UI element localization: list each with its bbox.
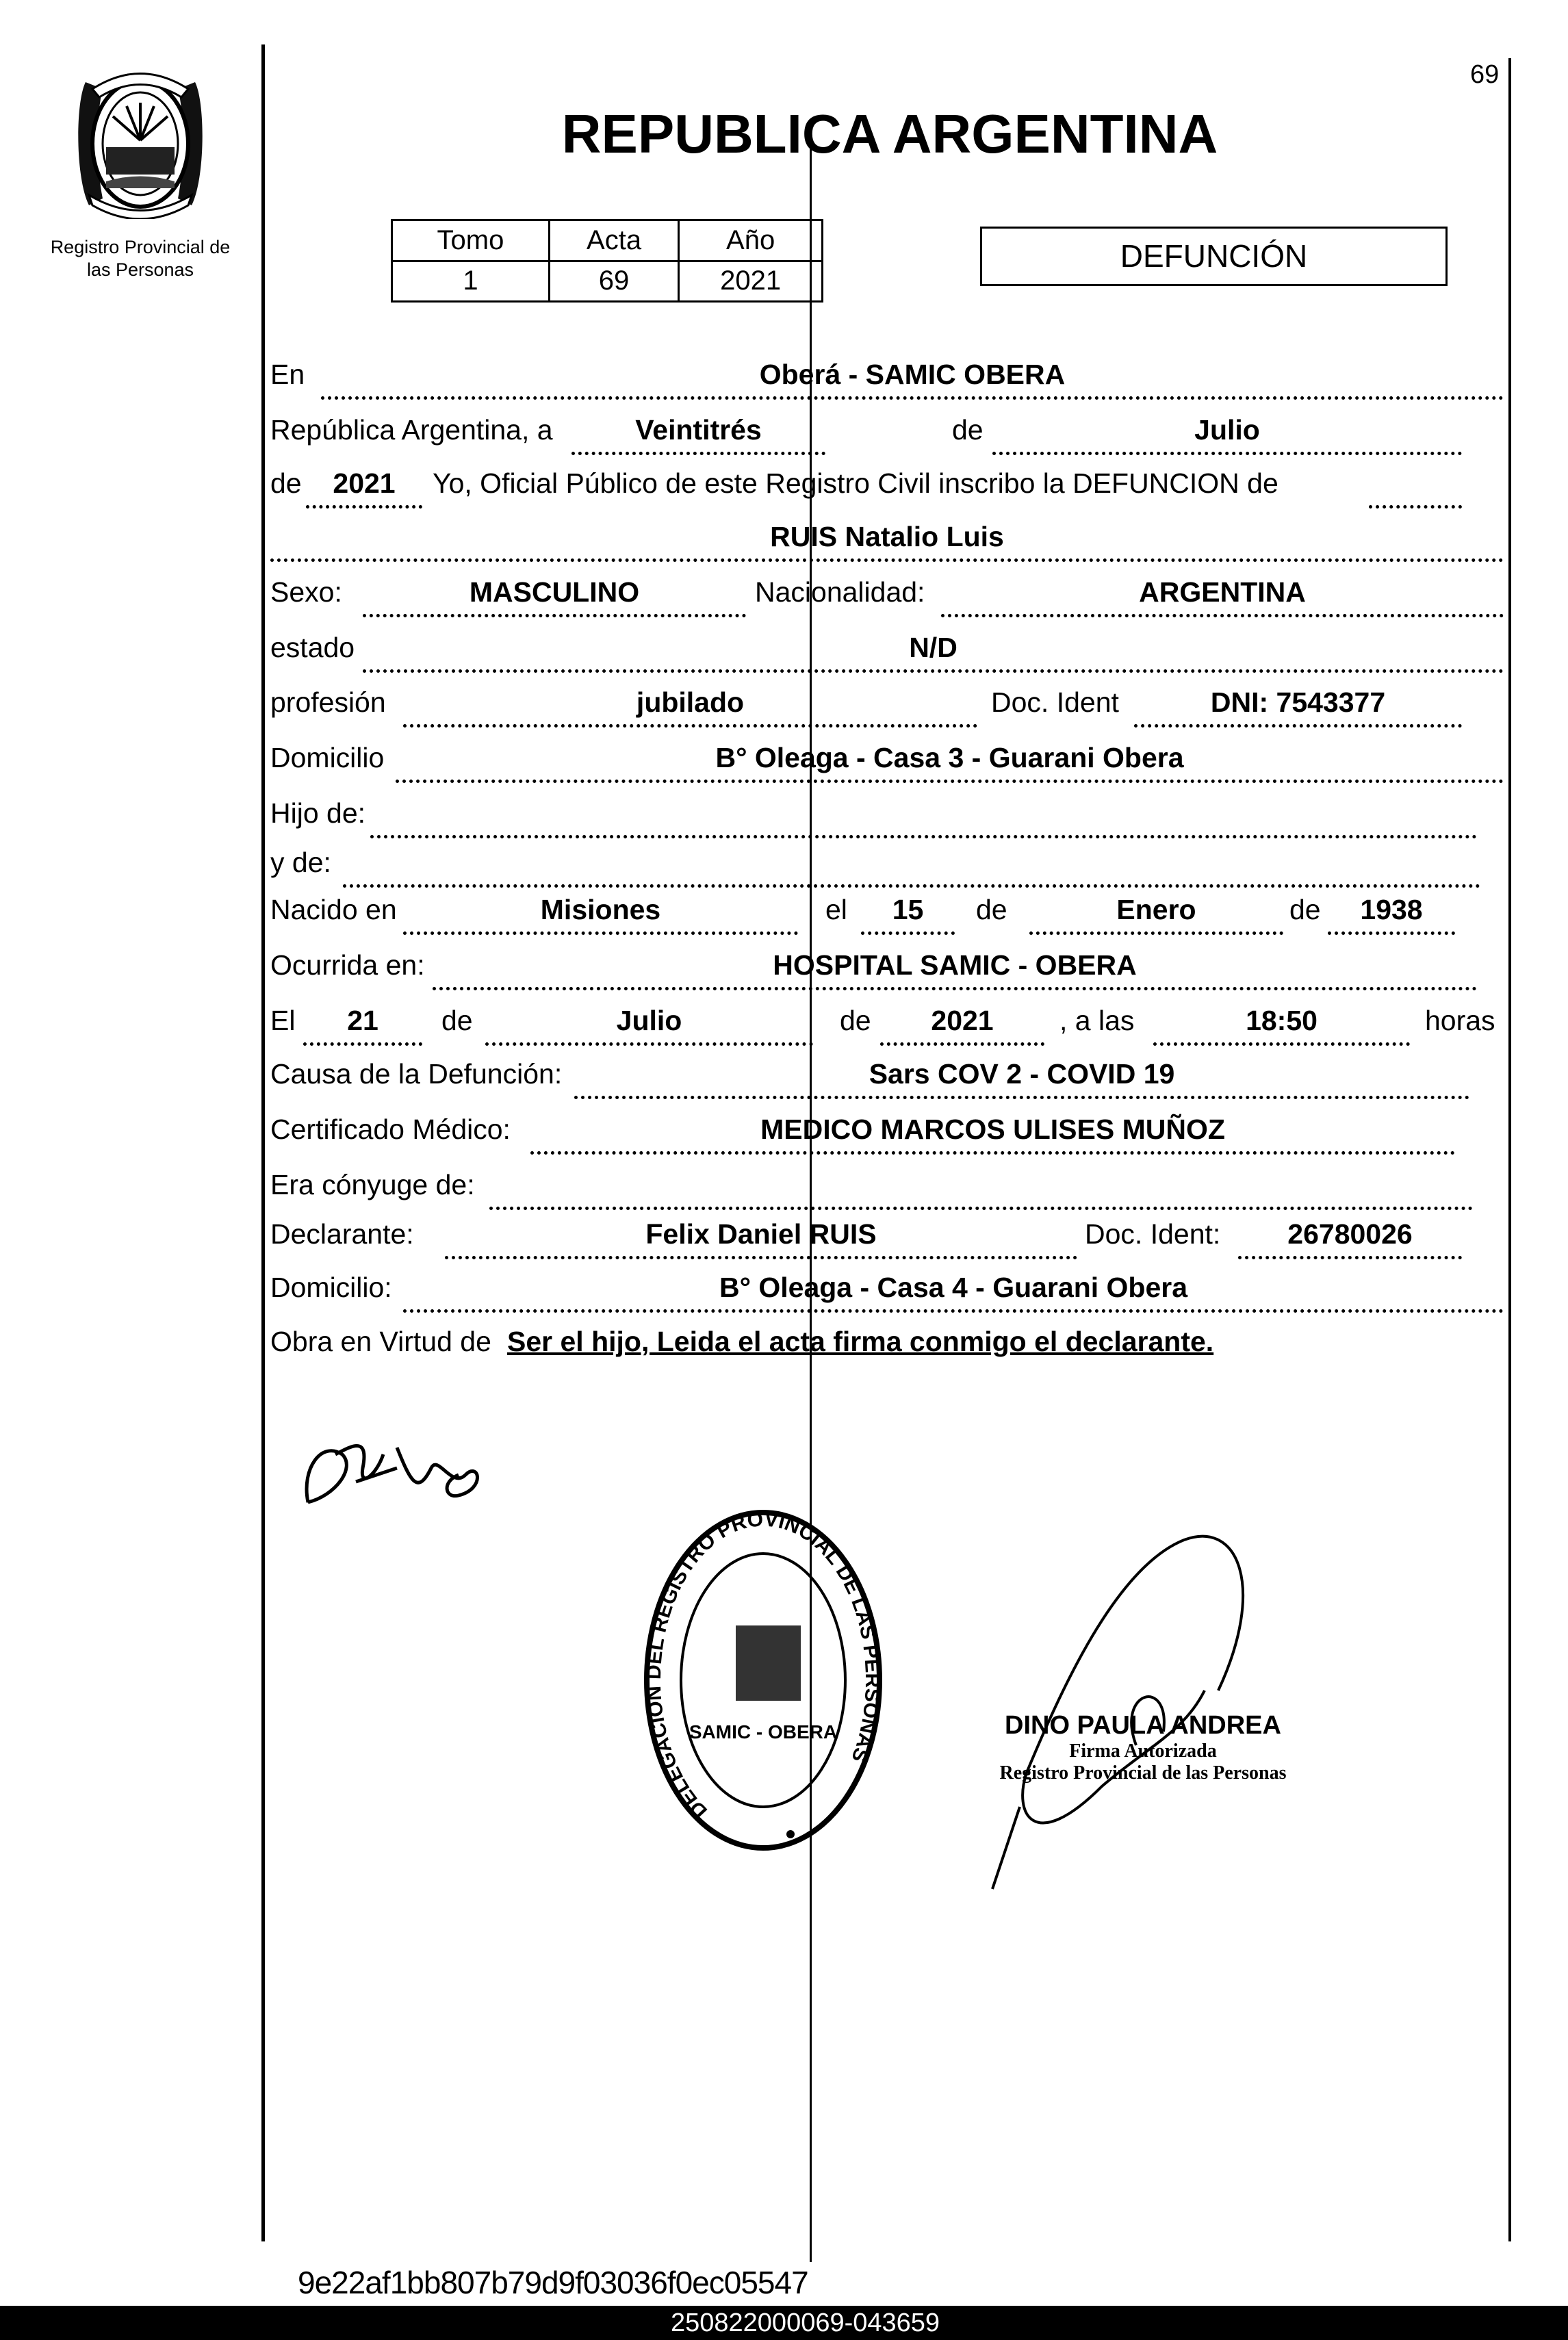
value-acta: 69 <box>549 261 678 302</box>
official-role: Firma Autorizada <box>1069 1740 1217 1762</box>
record-table <box>391 219 823 303</box>
label-conyuge: Era cónyuge de: <box>270 1169 475 1200</box>
label-certificado: Certificado Médico: <box>270 1114 511 1145</box>
registry-line-1: Registro Provincial de <box>50 237 231 257</box>
field-place: Oberá - SAMIC OBERA <box>321 355 1504 400</box>
label-y-de: y de: <box>270 847 331 878</box>
field-day: Veintitrés <box>571 411 825 455</box>
page-number: 69 <box>1470 60 1500 89</box>
label-estado: estado <box>270 632 355 663</box>
label-ocurrida-en: Ocurrida en: <box>270 949 425 981</box>
field-spouse <box>489 1166 1473 1210</box>
label-de: de <box>1289 894 1321 925</box>
document-hash: 9e22af1bb807b79d9f03036f0ec05547 <box>298 2265 808 2300</box>
label-a-las: , a las <box>1059 1005 1135 1036</box>
row-death-date <box>0 1001 1568 1044</box>
official-seal-stamp <box>640 1509 886 1865</box>
label-domicilio: Domicilio: <box>270 1272 392 1303</box>
registry-line-2: las Personas <box>86 259 194 280</box>
field-declarant: Felix Daniel RUIS <box>445 1215 1077 1259</box>
row-occurred <box>0 946 1568 988</box>
row-cause <box>0 1055 1568 1097</box>
field-birth-day: 15 <box>861 890 955 935</box>
field-civil-status: N/D <box>363 628 1504 673</box>
field-birthplace: Misiones <box>403 890 798 935</box>
row-birth <box>0 890 1568 933</box>
official-signature-block <box>972 1711 1314 1784</box>
header-acta: Acta <box>549 220 678 261</box>
field-death-day: 21 <box>303 1001 422 1046</box>
row-address <box>0 738 1568 781</box>
label-de: de <box>441 1005 473 1036</box>
field-death-place: HOSPITAL SAMIC - OBERA <box>433 946 1477 990</box>
label-en: En <box>270 359 305 390</box>
row-civil-status <box>0 628 1568 671</box>
registry-name <box>27 236 253 281</box>
page-title: REPUBLICA ARGENTINA <box>561 103 1218 164</box>
label-de: de <box>840 1005 871 1036</box>
label-horas: horas <box>1425 1005 1495 1036</box>
field-month: Julio <box>992 411 1462 455</box>
label-nacionalidad: Nacionalidad: <box>755 576 925 608</box>
row-spouse <box>0 1166 1568 1208</box>
field-death-month: Julio <box>485 1001 813 1046</box>
header-anio: Año <box>679 220 823 261</box>
field-certificate: MEDICO MARCOS ULISES MUÑOZ <box>530 1110 1455 1155</box>
footer-bar <box>0 2306 1568 2340</box>
label-yo-oficial: Yo, Oficial Público de este Registro Civil inscribo la DEFUNCION de <box>433 467 1278 499</box>
row-declarant-address <box>0 1268 1568 1311</box>
row-mother <box>0 843 1568 886</box>
label-sexo: Sexo: <box>270 576 342 608</box>
label-obra: Obra en Virtud de <box>270 1326 491 1357</box>
value-anio: 2021 <box>679 261 823 302</box>
row-deceased <box>0 517 1568 560</box>
field-profession: jubilado <box>403 683 977 728</box>
row-declarant <box>0 1215 1568 1257</box>
row-sex <box>0 573 1568 615</box>
field-declarant-doc: 26780026 <box>1238 1215 1462 1259</box>
row-inscription-date <box>0 411 1568 453</box>
field-address: B° Oleaga - Casa 3 - Guarani Obera <box>396 738 1504 783</box>
label-declarante: Declarante: <box>270 1218 414 1250</box>
field-nationality: ARGENTINA <box>941 573 1504 617</box>
label-doc-ident: Doc. Ident <box>991 686 1119 718</box>
misiones-coat-of-arms-logo <box>72 62 209 219</box>
seal-inner-text: SAMIC - OBERA <box>689 1721 838 1743</box>
label-de: de <box>270 467 302 499</box>
field-birth-month: Enero <box>1029 890 1283 935</box>
field-sex: MASCULINO <box>363 573 746 617</box>
row-virtue <box>0 1322 1568 1365</box>
row-place <box>0 355 1568 398</box>
official-office: Registro Provincial de las Personas <box>999 1762 1287 1784</box>
label-profesion: profesión <box>270 686 386 718</box>
label-domicilio: Domicilio <box>270 742 385 773</box>
field-birth-year: 1938 <box>1328 890 1455 935</box>
document-type-box: DEFUNCIÓN <box>980 227 1448 286</box>
value-tomo: 1 <box>392 261 550 302</box>
field-father <box>370 794 1477 838</box>
field-death-year: 2021 <box>880 1001 1044 1046</box>
label-doc-ident: Doc. Ident: <box>1085 1218 1221 1250</box>
row-profession <box>0 683 1568 725</box>
label-de: de <box>952 414 984 446</box>
official-name: DINO PAULA ANDREA <box>1005 1711 1281 1740</box>
field-mother <box>343 843 1480 888</box>
declarant-signature <box>294 1427 500 1519</box>
field-death-time: 18:50 <box>1153 1001 1410 1046</box>
field-year: 2021 <box>306 464 422 509</box>
label-nacido-en: Nacido en <box>270 894 397 925</box>
official-signature-scribble <box>979 1485 1321 1899</box>
barcode-number: 250822000069-043659 <box>671 2309 940 2337</box>
field-virtue: Ser el hijo, Leida el acta firma conmigo el declarante. <box>507 1326 1214 1357</box>
row-year <box>0 464 1568 506</box>
label-el: El <box>270 1005 296 1036</box>
header-tomo: Tomo <box>392 220 550 261</box>
label-el: el <box>825 894 847 925</box>
field-cause: Sars COV 2 - COVID 19 <box>574 1055 1469 1099</box>
field-declarant-address: B° Oleaga - Casa 4 - Guarani Obera <box>403 1268 1504 1313</box>
row-certificate <box>0 1110 1568 1153</box>
label-hijo-de: Hijo de: <box>270 797 366 829</box>
label-republica: República Argentina, a <box>270 414 553 446</box>
field-doc-ident: DNI: 7543377 <box>1134 683 1462 728</box>
field-deceased-name: RUIS Natalio Luis <box>270 517 1504 562</box>
label-de: de <box>976 894 1007 925</box>
row-father <box>0 794 1568 836</box>
label-causa: Causa de la Defunción: <box>270 1058 563 1090</box>
seal-ring-text: DELEGACION DEL REGISTRO PROVINCIAL DE LAS PERSONAS <box>642 1509 884 1823</box>
field-blank <box>1369 464 1462 509</box>
